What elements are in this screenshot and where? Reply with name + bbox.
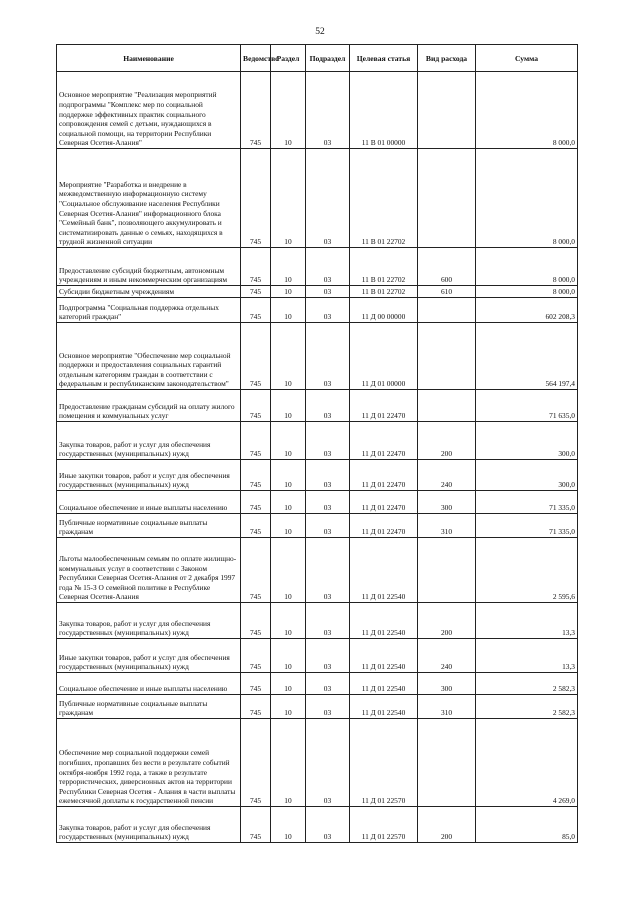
table-row	[57, 807, 578, 843]
cell-name: Субсидии бюджетным учреждениям	[57, 286, 241, 298]
cell-amount: 564 197,4	[476, 323, 578, 390]
cell-subsection: 03	[306, 673, 350, 695]
cell-department: 745	[241, 603, 271, 639]
cell-section: 10	[271, 72, 306, 149]
table-row	[57, 460, 578, 491]
cell-amount: 602 208,3	[476, 298, 578, 323]
table-row	[57, 538, 578, 603]
cell-section: 10	[271, 149, 306, 248]
cell-target-article: 11 Д 01 22540	[350, 695, 418, 719]
cell-section: 10	[271, 248, 306, 286]
cell-section: 10	[271, 639, 306, 673]
cell-section: 10	[271, 390, 306, 422]
cell-name: Основное мероприятие "Обеспечение мер социальной поддержки и предоставления социальных гарантий отдельным категориям граждан в соответствии с федеральным и республиканским законодательством"	[57, 323, 241, 390]
cell-expense-type: 200	[418, 422, 476, 460]
cell-expense-type	[418, 538, 476, 603]
cell-target-article: 11 Д 01 22570	[350, 719, 418, 807]
cell-section: 10	[271, 460, 306, 491]
table-row	[57, 298, 578, 323]
cell-name: Публичные нормативные социальные выплаты гражданам	[57, 695, 241, 719]
cell-target-article: 11 Д 01 22540	[350, 603, 418, 639]
cell-amount: 2 582,3	[476, 673, 578, 695]
cell-section: 10	[271, 603, 306, 639]
table-row	[57, 248, 578, 286]
cell-department: 745	[241, 460, 271, 491]
cell-target-article: 11 Д 01 22470	[350, 460, 418, 491]
cell-section: 10	[271, 286, 306, 298]
cell-subsection: 03	[306, 286, 350, 298]
cell-target-article: 11 Д 01 22540	[350, 538, 418, 603]
cell-amount: 13,3	[476, 603, 578, 639]
cell-section: 10	[271, 673, 306, 695]
page-number: 52	[315, 27, 325, 37]
cell-target-article: 11 Д 01 22570	[350, 807, 418, 843]
cell-amount: 8 000,0	[476, 149, 578, 248]
cell-name: Обеспечение мер социальной поддержки семей погибших, пропавших без вести в результате событий октября-ноября 1992 года, а также в результате террористических, диверсионных актов на территории Республики Северная Осетия - Алания в части выплаты ежемесячной доплаты к государственной пенсии	[57, 719, 241, 807]
cell-expense-type: 600	[418, 248, 476, 286]
cell-name: Социальное обеспечение и иные выплаты населению	[57, 673, 241, 695]
table-row	[57, 286, 578, 298]
column-header-name: Наименование	[57, 45, 241, 72]
cell-subsection: 03	[306, 514, 350, 538]
column-header-section: Раздел	[271, 45, 306, 72]
cell-section: 10	[271, 538, 306, 603]
cell-department: 745	[241, 390, 271, 422]
cell-amount: 85,0	[476, 807, 578, 843]
cell-name: Закупка товаров, работ и услуг для обеспечения государственных (муниципальных) нужд	[57, 422, 241, 460]
table-row	[57, 514, 578, 538]
cell-expense-type: 200	[418, 807, 476, 843]
cell-subsection: 03	[306, 298, 350, 323]
cell-department: 745	[241, 298, 271, 323]
cell-amount: 8 000,0	[476, 72, 578, 149]
cell-target-article: 11 Д 01 22540	[350, 639, 418, 673]
cell-department: 745	[241, 514, 271, 538]
cell-amount: 71 335,0	[476, 514, 578, 538]
column-header-subsection: Подраздел	[306, 45, 350, 72]
cell-subsection: 03	[306, 538, 350, 603]
cell-name: Основное мероприятие "Реализация мероприятий подпрограммы "Комплекс мер по социальной поддержке эффективных практик социального сопровождения семей с детьми, нуждающихся в социальной помощи, на территории Республики Северная Осетия-Алания"	[57, 72, 241, 149]
cell-name: Социальное обеспечение и иные выплаты населению	[57, 491, 241, 514]
cell-subsection: 03	[306, 390, 350, 422]
cell-subsection: 03	[306, 149, 350, 248]
cell-section: 10	[271, 807, 306, 843]
cell-name: Мероприятие "Разработка и внедрение в межведомственную информационную систему "Социальное обслуживание населения Республики Северная Осетия-Алания" информационного блока "Семейный банк", позволяющего аккумулировать и систематизировать данные о семьях, находящихся в трудной жизненной ситуации	[57, 149, 241, 248]
cell-expense-type: 300	[418, 491, 476, 514]
cell-expense-type	[418, 323, 476, 390]
cell-subsection: 03	[306, 491, 350, 514]
cell-department: 745	[241, 673, 271, 695]
table-row	[57, 149, 578, 248]
table-row	[57, 673, 578, 695]
cell-name: Закупка товаров, работ и услуг для обеспечения государственных (муниципальных) нужд	[57, 603, 241, 639]
cell-section: 10	[271, 323, 306, 390]
cell-target-article: 11 В 01 22702	[350, 149, 418, 248]
cell-department: 745	[241, 639, 271, 673]
cell-section: 10	[271, 514, 306, 538]
cell-expense-type: 240	[418, 639, 476, 673]
cell-expense-type	[418, 390, 476, 422]
cell-subsection: 03	[306, 639, 350, 673]
table-row	[57, 422, 578, 460]
cell-amount: 71 635,0	[476, 390, 578, 422]
budget-table	[56, 44, 578, 843]
cell-amount: 300,0	[476, 422, 578, 460]
cell-subsection: 03	[306, 719, 350, 807]
cell-expense-type	[418, 72, 476, 149]
cell-expense-type: 310	[418, 695, 476, 719]
cell-name: Публичные нормативные социальные выплаты гражданам	[57, 514, 241, 538]
table-row	[57, 639, 578, 673]
cell-amount: 71 335,0	[476, 491, 578, 514]
cell-subsection: 03	[306, 72, 350, 149]
cell-department: 745	[241, 422, 271, 460]
cell-department: 745	[241, 323, 271, 390]
cell-subsection: 03	[306, 248, 350, 286]
cell-target-article: 11 Д 01 22470	[350, 422, 418, 460]
table-row	[57, 323, 578, 390]
cell-target-article: 11 Д 01 22470	[350, 491, 418, 514]
cell-target-article: 11 В 01 00000	[350, 72, 418, 149]
cell-target-article: 11 Д 01 22470	[350, 390, 418, 422]
cell-name: Предоставление гражданам субсидий на оплату жилого помещения и коммунальных услуг	[57, 390, 241, 422]
cell-department: 745	[241, 248, 271, 286]
cell-subsection: 03	[306, 695, 350, 719]
cell-subsection: 03	[306, 323, 350, 390]
cell-amount: 2 582,3	[476, 695, 578, 719]
cell-amount: 4 269,0	[476, 719, 578, 807]
cell-amount: 13,3	[476, 639, 578, 673]
cell-department: 745	[241, 72, 271, 149]
cell-target-article: 11 Д 01 22470	[350, 514, 418, 538]
cell-section: 10	[271, 719, 306, 807]
cell-department: 745	[241, 695, 271, 719]
cell-department: 745	[241, 286, 271, 298]
cell-amount: 300,0	[476, 460, 578, 491]
table-row	[57, 719, 578, 807]
cell-department: 745	[241, 149, 271, 248]
cell-name: Подпрограмма "Социальная поддержка отдельных категорий граждан"	[57, 298, 241, 323]
table-row	[57, 695, 578, 719]
cell-expense-type	[418, 149, 476, 248]
cell-section: 10	[271, 695, 306, 719]
cell-name: Закупка товаров, работ и услуг для обеспечения государственных (муниципальных) нужд	[57, 807, 241, 843]
cell-target-article: 11 Д 01 00000	[350, 323, 418, 390]
cell-target-article: 11 В 01 22702	[350, 248, 418, 286]
cell-target-article: 11 Д 00 00000	[350, 298, 418, 323]
cell-expense-type: 300	[418, 673, 476, 695]
cell-amount: 8 000,0	[476, 248, 578, 286]
cell-amount: 2 595,6	[476, 538, 578, 603]
cell-target-article: 11 Д 01 22540	[350, 673, 418, 695]
cell-name: Предоставление субсидий бюджетным, автономным учреждениям и иным некоммерческим организациям	[57, 248, 241, 286]
cell-amount: 8 000,0	[476, 286, 578, 298]
cell-expense-type: 240	[418, 460, 476, 491]
table-row	[57, 603, 578, 639]
cell-name: Иные закупки товаров, работ и услуг для обеспечения государственных (муниципальных) нужд	[57, 639, 241, 673]
cell-department: 745	[241, 719, 271, 807]
table-row	[57, 72, 578, 149]
table-row	[57, 390, 578, 422]
cell-expense-type: 610	[418, 286, 476, 298]
cell-subsection: 03	[306, 603, 350, 639]
cell-department: 745	[241, 491, 271, 514]
cell-name: Иные закупки товаров, работ и услуг для обеспечения государственных (муниципальных) нужд	[57, 460, 241, 491]
cell-subsection: 03	[306, 460, 350, 491]
cell-department: 745	[241, 807, 271, 843]
cell-subsection: 03	[306, 422, 350, 460]
column-header-expense-type: Вид расхода	[418, 45, 476, 72]
cell-target-article: 11 В 01 22702	[350, 286, 418, 298]
cell-section: 10	[271, 422, 306, 460]
cell-section: 10	[271, 491, 306, 514]
cell-name: Льготы малообеспеченным семьям по оплате жилищно-коммунальных услуг в соответствии с Законом Республики Северная Осетия-Алания от 2 декабря 1997 года № 15-З О семейной политике в Республике Северная Осетия-Алания	[57, 538, 241, 603]
column-header-amount: Сумма	[476, 45, 578, 72]
cell-expense-type: 310	[418, 514, 476, 538]
table-row	[57, 491, 578, 514]
cell-department: 745	[241, 538, 271, 603]
column-header-target-article: Целевая статья	[350, 45, 418, 72]
table-header-row	[57, 45, 578, 72]
column-header-department: Ведомство	[241, 45, 271, 72]
cell-subsection: 03	[306, 807, 350, 843]
cell-expense-type: 200	[418, 603, 476, 639]
cell-section: 10	[271, 298, 306, 323]
cell-expense-type	[418, 298, 476, 323]
cell-expense-type	[418, 719, 476, 807]
